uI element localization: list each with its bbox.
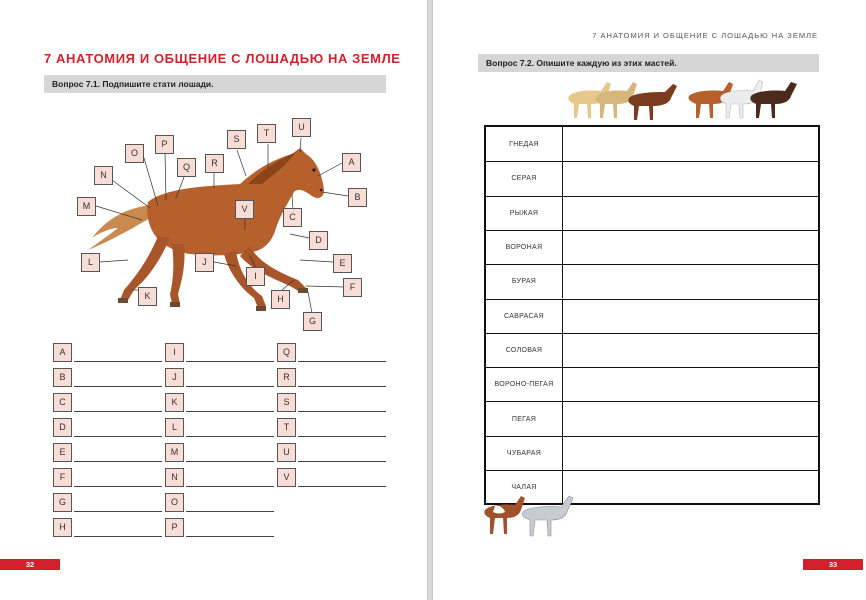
- answer-label: O: [165, 493, 184, 512]
- color-name: ВОРОНАЯ: [486, 231, 563, 264]
- diagram-label-m: M: [77, 197, 96, 216]
- answer-line[interactable]: [74, 411, 162, 412]
- answer-label: N: [165, 468, 184, 487]
- running-head: 7 АНАТОМИЯ И ОБЩЕНИЕ С ЛОШАДЬЮ НА ЗЕМЛЕ: [592, 31, 818, 40]
- table-row: [486, 367, 818, 401]
- answer-label: J: [165, 368, 184, 387]
- diagram-label-v: V: [235, 200, 254, 219]
- answer-line[interactable]: [74, 386, 162, 387]
- answer-line[interactable]: [74, 511, 162, 512]
- diagram-label-o: O: [125, 144, 144, 163]
- diagram-label-c: C: [283, 208, 302, 227]
- horse-bottom-pair: [481, 492, 581, 540]
- answer-label: I: [165, 343, 184, 362]
- answer-label: P: [165, 518, 184, 537]
- answer-line[interactable]: [298, 361, 386, 362]
- diagram-label-b: B: [348, 188, 367, 207]
- color-name: ЧУБАРАЯ: [486, 437, 563, 470]
- diagram-label-f: F: [343, 278, 362, 297]
- answer-line[interactable]: [186, 536, 274, 537]
- color-name: ЧАЛАЯ: [486, 471, 563, 504]
- answer-line[interactable]: [186, 386, 274, 387]
- right-page: [432, 0, 866, 600]
- horse-roan-icon: [522, 496, 573, 536]
- diagram-label-t: T: [257, 124, 276, 143]
- diagram-label-r: R: [205, 154, 224, 173]
- color-name: САВРАСАЯ: [486, 300, 563, 333]
- horse-pinto-icon: [484, 496, 525, 534]
- table-row: [486, 299, 818, 333]
- diagram-label-g: G: [303, 312, 322, 331]
- question-7-1: Вопрос 7.1. Подпишите стати лошади.: [44, 75, 386, 93]
- answer-line[interactable]: [74, 536, 162, 537]
- answer-label: U: [277, 443, 296, 462]
- diagram-label-a: A: [342, 153, 361, 172]
- table-row: [486, 436, 818, 470]
- page-number-right: 33: [803, 559, 863, 570]
- diagram-label-l: L: [81, 253, 100, 272]
- diagram-label-p: P: [155, 135, 174, 154]
- color-name: СОЛОВАЯ: [486, 334, 563, 367]
- answer-label: Q: [277, 343, 296, 362]
- left-page: [0, 0, 428, 600]
- diagram-label-h: H: [271, 290, 290, 309]
- chapter-title: 7 АНАТОМИЯ И ОБЩЕНИЕ С ЛОШАДЬЮ НА ЗЕМЛЕ: [44, 51, 401, 66]
- answer-line[interactable]: [74, 461, 162, 462]
- answer-label: B: [53, 368, 72, 387]
- color-name: ПЕГАЯ: [486, 402, 563, 435]
- diagram-label-u: U: [292, 118, 311, 137]
- answer-label: D: [53, 418, 72, 437]
- page-number-left: 32: [0, 559, 60, 570]
- table-row: [486, 161, 818, 195]
- answer-label: R: [277, 368, 296, 387]
- answer-line[interactable]: [186, 411, 274, 412]
- answer-line[interactable]: [74, 486, 162, 487]
- diagram-label-d: D: [309, 231, 328, 250]
- table-row: [486, 196, 818, 230]
- color-name: БУРАЯ: [486, 265, 563, 298]
- answer-label: L: [165, 418, 184, 437]
- diagram-label-n: N: [94, 166, 113, 185]
- coat-colors-table: [484, 125, 820, 505]
- table-row: [486, 127, 818, 161]
- table-row: [486, 401, 818, 435]
- diagram-label-s: S: [227, 130, 246, 149]
- answer-line[interactable]: [186, 486, 274, 487]
- table-row: [486, 230, 818, 264]
- answer-label: A: [53, 343, 72, 362]
- answer-label: E: [53, 443, 72, 462]
- diagram-label-q: Q: [177, 158, 196, 177]
- horse-bay-icon: [628, 84, 677, 120]
- answer-line[interactable]: [298, 461, 386, 462]
- question-7-2: Вопрос 7.2. Опишите каждую из этих мастей.: [478, 54, 819, 72]
- horse-anatomy-diagram: [0, 110, 428, 340]
- diagram-label-j: J: [195, 253, 214, 272]
- answer-line[interactable]: [186, 436, 274, 437]
- diagram-label-k: K: [138, 287, 157, 306]
- diagram-label-i: I: [246, 267, 265, 286]
- answer-label: S: [277, 393, 296, 412]
- color-name: РЫЖАЯ: [486, 197, 563, 230]
- diagram-label-e: E: [333, 254, 352, 273]
- color-name: ГНЕДАЯ: [486, 127, 563, 161]
- table-row: [486, 264, 818, 298]
- color-name: ВОРОНО-ПЕГАЯ: [486, 368, 563, 401]
- answer-label: C: [53, 393, 72, 412]
- color-name: СЕРАЯ: [486, 162, 563, 195]
- answer-line[interactable]: [298, 386, 386, 387]
- answer-label: G: [53, 493, 72, 512]
- answer-line[interactable]: [298, 436, 386, 437]
- answer-label: F: [53, 468, 72, 487]
- answer-line[interactable]: [74, 361, 162, 362]
- answer-line[interactable]: [298, 486, 386, 487]
- answer-line[interactable]: [186, 461, 274, 462]
- horse-colors-strip: [561, 74, 801, 124]
- answer-label: K: [165, 393, 184, 412]
- answer-line[interactable]: [186, 361, 274, 362]
- answer-line[interactable]: [74, 436, 162, 437]
- answer-label: H: [53, 518, 72, 537]
- answer-label: V: [277, 468, 296, 487]
- answer-line[interactable]: [186, 511, 274, 512]
- table-row: [486, 333, 818, 367]
- answer-label: T: [277, 418, 296, 437]
- answer-label: M: [165, 443, 184, 462]
- answer-line[interactable]: [298, 411, 386, 412]
